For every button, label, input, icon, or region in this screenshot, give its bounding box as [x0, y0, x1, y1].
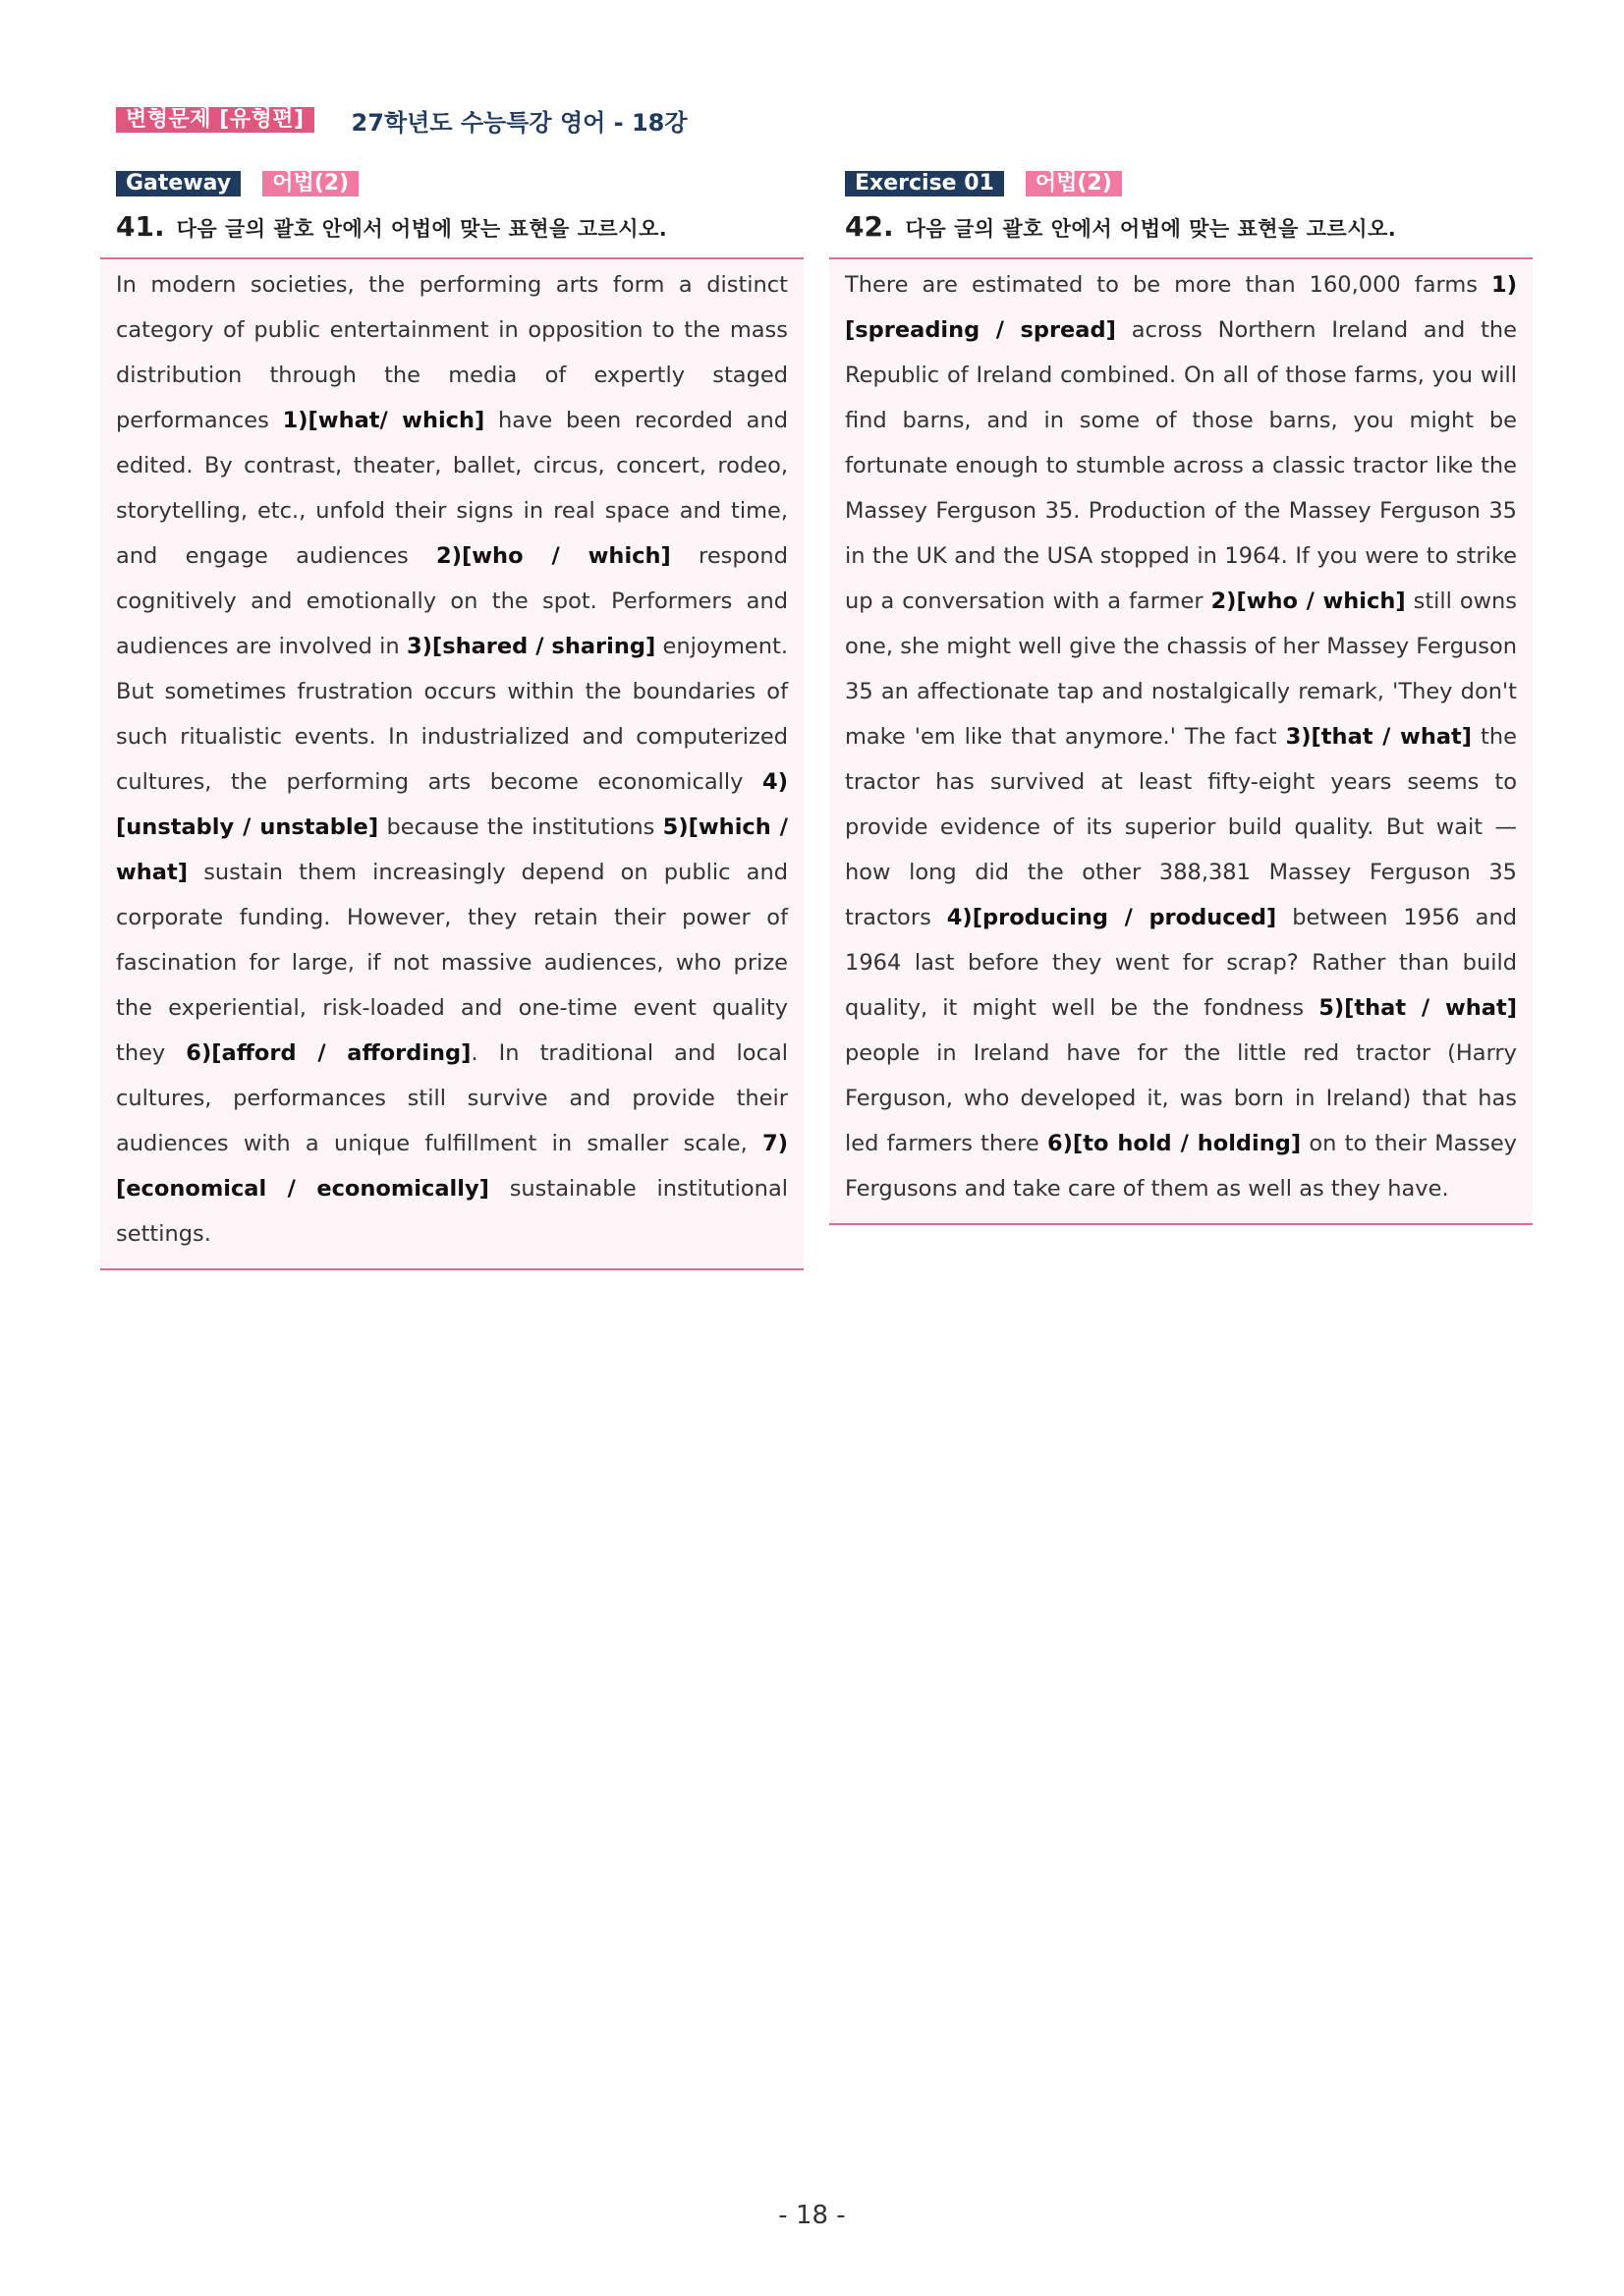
- topic-badge: 어법(2): [262, 171, 359, 196]
- answer-choice: 2)[who / which]: [1210, 588, 1406, 614]
- passage-text: between 1956 and 1964 last before they went for scrap? Rather than build quality, it might well be the fondness: [845, 905, 1518, 1021]
- answer-choice: 5)[that / what]: [1318, 995, 1517, 1021]
- topic-badge: 어법(2): [1026, 171, 1122, 196]
- passage-text: still owns one, she might well give the chassis of her Massey Ferguson 35 an affectionate tap and nostalgically remark, 'They don't make 'em like that anymore.' The fact: [845, 588, 1517, 750]
- page-header: [116, 104, 688, 136]
- question-42-prompt: [845, 210, 1533, 244]
- section-tag: 변형문제 [유형편]: [116, 107, 314, 133]
- question-42-column: [829, 171, 1533, 1225]
- gateway-badge: Gateway: [116, 171, 241, 196]
- answer-choice: 7)[economical / economically]: [116, 1131, 788, 1202]
- passage-text: sustain them increasingly depend on public and corporate funding. However, they retain their power of fascination for large, if not massive audiences, who prize the experiential, risk-loaded and one-time event quality they: [116, 860, 788, 1066]
- answer-choice: 3)[shared / sharing]: [406, 634, 656, 659]
- answer-choice: 4)[unstably / unstable]: [116, 769, 788, 840]
- answer-choice: 3)[that / what]: [1285, 724, 1473, 750]
- question-41-prompt: [116, 210, 804, 244]
- answer-choice: 6)[to hold / holding]: [1046, 1131, 1302, 1156]
- question-number: 42.: [845, 210, 894, 243]
- exercise-badge: Exercise 01: [845, 171, 1004, 196]
- passage-text: the tractor has survived at least fifty-eight years seems to provide evidence of its superior build quality. But wait — how long did the other 388,381 Massey Ferguson 35 tractors: [845, 724, 1517, 930]
- question-number: 41.: [116, 210, 165, 243]
- answer-choice: 5)[which / what]: [116, 814, 788, 885]
- answer-choice: 1)[what/ which]: [282, 408, 485, 433]
- page-title: 27학년도 수능특강 영어 - 18강: [351, 108, 688, 137]
- answer-choice: 4)[producing / produced]: [946, 905, 1277, 930]
- question-41-passage: [100, 257, 804, 1270]
- passage-text: across Northern Ireland and the Republic of Ireland combined. On all of those farms, you will find barns, and in some of those barns, you might be fortunate enough to stumble across a classic tractor like the Massey Ferguson 35. Production of the Massey Ferguson 35 in the UK and the USA stopped in 1964. If you were to strike up a conversation with a farmer: [845, 317, 1517, 614]
- answer-choice: 2)[who / which]: [436, 543, 671, 569]
- passage-text: enjoyment. But sometimes frustration occurs within the boundaries of such ritualistic events. In industrialized and computerized cultures, the performing arts become economically: [116, 634, 788, 795]
- passage-text: sustainable institutional settings.: [116, 1176, 788, 1247]
- passage-text: people in Ireland have for the little red tractor (Harry Ferguson, who developed it, was born in Ireland) that has led farmers there: [845, 1040, 1517, 1156]
- question-41-badges: [116, 171, 804, 196]
- answer-choice: 6)[afford / affording]: [186, 1040, 472, 1066]
- question-41-column: [100, 171, 804, 1270]
- passage-text: have been recorded and edited. By contrast, theater, ballet, circus, concert, rodeo, storytelling, etc., unfold their signs in real space and time, and engage audiences: [116, 408, 788, 569]
- passage-text: respond cognitively and emotionally on the spot. Performers and audiences are involved in: [116, 543, 788, 659]
- question-instruction: 다음 글의 괄호 안에서 어법에 맞는 표현을 고르시오.: [176, 217, 668, 241]
- passage-text: because the institutions: [378, 814, 663, 840]
- passage-text: . In traditional and local cultures, performances still survive and provide their audiences with a unique fulfillment in smaller scale,: [116, 1040, 788, 1156]
- page-number: - 18 -: [778, 2201, 846, 2230]
- question-42-passage: [829, 257, 1533, 1225]
- question-instruction: 다음 글의 괄호 안에서 어법에 맞는 표현을 고르시오.: [905, 217, 1397, 241]
- question-42-badges: [845, 171, 1533, 196]
- passage-text: There are estimated to be more than 160,000 farms: [845, 272, 1492, 298]
- passage-text: on to their Massey Fergusons and take care of them as well as they have.: [845, 1131, 1517, 1202]
- passage-text: In modern societies, the performing arts form a distinct category of public entertainment in opposition to the mass distribution through the media of expertly staged performances: [116, 272, 788, 433]
- answer-choice: 1)[spreading / spread]: [845, 272, 1517, 343]
